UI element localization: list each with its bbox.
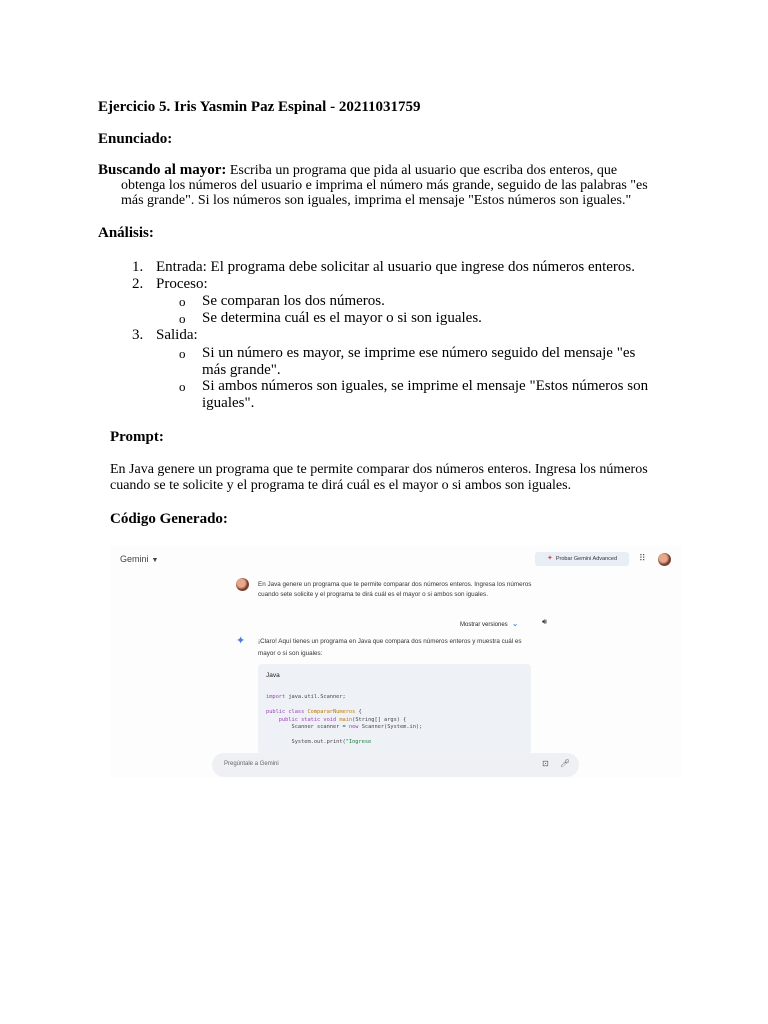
code-text: java.util.Scanner; — [285, 694, 346, 700]
list-text: Entrada: El programa debe solicitar al usuario que ingrese dos números enteros. — [156, 259, 636, 275]
codigo-heading: Código Generado: — [110, 511, 228, 527]
gemini-brand — [120, 554, 158, 564]
sub-list-text: Si ambos números son iguales, se imprime el mensaje "Estos números son iguales". — [202, 378, 649, 411]
microphone-icon: 🎤︎ — [560, 759, 571, 768]
bullet-glyph: o — [179, 311, 186, 326]
code-text: Scanner scanner = — [266, 724, 349, 730]
avatar — [236, 578, 249, 591]
prompt-placeholder: Pregúntale a Gemini — [224, 761, 279, 767]
code-keyword: import — [266, 694, 286, 700]
analisis-heading: Análisis: — [98, 225, 154, 241]
sub-list-text: Se determina cuál es el mayor o si son iguales. — [202, 310, 482, 326]
list-number: 3. — [132, 327, 144, 343]
list-number: 1. — [132, 259, 144, 275]
show-versions-label: Mostrar versiones — [460, 622, 508, 628]
code-string: "Ingrese — [345, 739, 372, 745]
code-text: Scanner(System.in); — [358, 724, 423, 730]
code-keyword: public static void — [266, 716, 337, 723]
enunciado-line-3: más grande". Si los números son iguales, imprima el mensaje "Estos números son iguales." — [121, 193, 632, 208]
code-text: System.out.print( — [266, 739, 346, 745]
list-text: Salida: — [156, 327, 198, 343]
try-advanced-label: Probar Gemini Advanced — [555, 556, 618, 562]
list-number: 2. — [132, 276, 144, 292]
enunciado-lead: Buscando al mayor: — [98, 162, 227, 178]
gemini-brand-label: Gemini — [120, 554, 149, 564]
show-versions — [460, 619, 518, 628]
gemini-sparkle-icon: ✦ — [236, 635, 246, 647]
gemini-reply: ¡Claro! Aquí tienes un programa en Java que compara dos números enteros y muestra cuál es mayor o si son iguales: — [258, 638, 522, 657]
enunciado-paragraph — [98, 163, 668, 208]
code-block — [258, 664, 531, 754]
code-keyword: public class — [266, 709, 305, 715]
sub-list-text: Se comparan los dos números. — [202, 293, 385, 309]
prompt-text: En Java genere un programa que te permite comparar dos números enteros. Ingresa los números cuando se te solicite y el programa te dirá cuál es el mayor o si ambos son iguales. — [110, 462, 648, 493]
prompt-heading: Prompt: — [110, 429, 164, 445]
image-upload-icon: ⊡ — [542, 759, 549, 768]
speaker-icon: 🔊︎ — [542, 617, 548, 626]
code-keyword: new — [348, 724, 359, 730]
bullet-glyph: o — [179, 379, 186, 394]
gemini-screenshot — [110, 545, 682, 778]
code-text: (String[] args) { — [352, 716, 407, 723]
sparkle-icon: ✦ — [546, 555, 553, 562]
user-message: En Java genere un programa que te permite comparar dos números enteros. Ingresa los números cuando sete solicite y el programa te dirá cuál es el mayor o si ambos son iguales. — [258, 581, 532, 598]
bullet-glyph: o — [179, 294, 186, 309]
code-function: main — [336, 716, 353, 723]
try-advanced-button — [535, 552, 629, 566]
caret-down-icon: ▼ — [151, 557, 159, 564]
sub-list-text: Si un número es mayor, se imprime ese número seguido del mensaje "es más grande". — [202, 345, 636, 378]
list-text: Proceso: — [156, 276, 208, 292]
code-content — [266, 694, 422, 747]
enunciado-line-2: obtenga los números del usuario e imprima el número más grande, seguido de las palabras "es — [121, 178, 648, 193]
enunciado-heading: Enunciado: — [98, 131, 173, 147]
code-text: { — [355, 709, 362, 715]
avatar — [658, 553, 671, 566]
code-language: Java — [266, 672, 280, 679]
prompt-input-bar — [212, 753, 579, 777]
bullet-glyph: o — [179, 346, 186, 361]
code-class: CompararNumeros — [304, 709, 356, 715]
apps-grid-icon: ⠿ — [639, 553, 645, 563]
document-title: Ejercicio 5. Iris Yasmin Paz Espinal - 20211031759 — [98, 99, 421, 115]
chevron-down-icon: ⌄ — [511, 619, 519, 628]
enunciado-line-1: Escriba un programa que pida al usuario que escriba dos enteros, que — [226, 163, 618, 178]
